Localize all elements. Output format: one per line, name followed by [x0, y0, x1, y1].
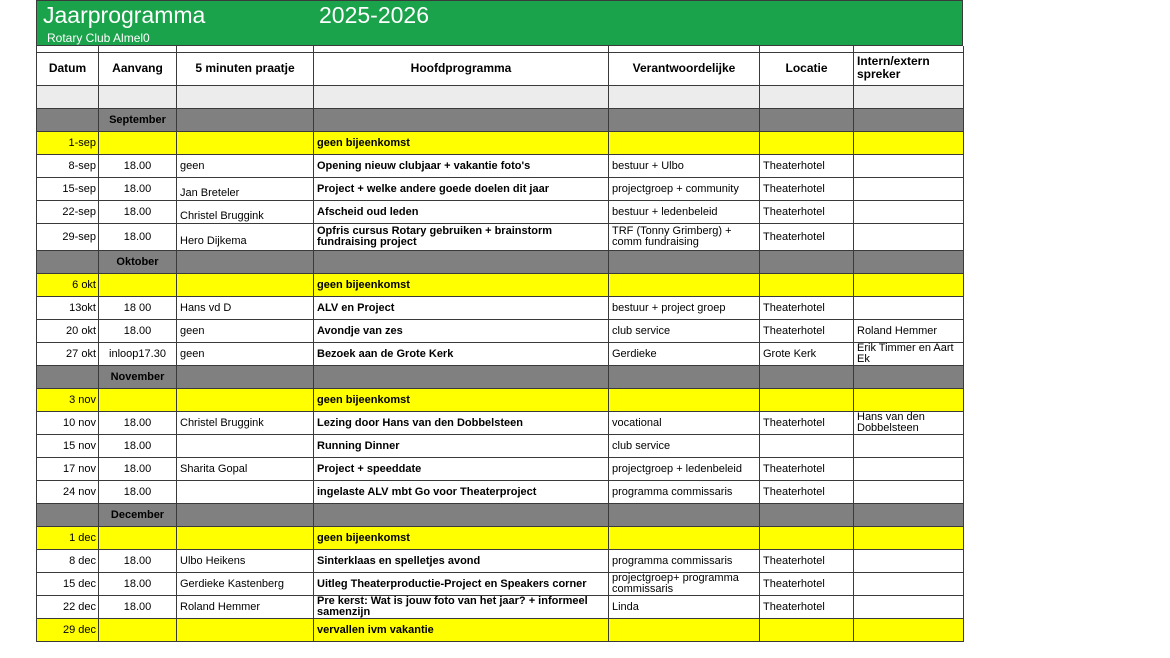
- cell-empty: [314, 504, 609, 527]
- cell-talk-text: Christel Bruggink: [180, 209, 264, 222]
- cell-empty: [854, 274, 964, 297]
- cell-main-program: Project + speeddate: [314, 458, 609, 481]
- table-row: [37, 178, 964, 201]
- cell-responsible: programma commissaris: [609, 550, 760, 573]
- cell-empty: [99, 619, 177, 642]
- cell-speaker: [854, 435, 964, 458]
- cell-empty: [760, 366, 854, 389]
- cell-talk-text: Jan Breteler: [180, 186, 240, 199]
- cell-empty: [760, 109, 854, 132]
- cell-speaker: [854, 481, 964, 504]
- cell-empty: [37, 109, 99, 132]
- cell-speaker: Erik Timmer en Aart Ek: [854, 343, 964, 366]
- cell-empty: [760, 274, 854, 297]
- cell-empty: [854, 619, 964, 642]
- cell-location: Theaterhotel: [760, 481, 854, 504]
- cell-date: 13okt: [37, 297, 99, 320]
- cell-start-time: 18 00: [99, 297, 177, 320]
- month-label: December: [99, 504, 177, 527]
- cell-start-time: 18.00: [99, 550, 177, 573]
- cell-location: Theaterhotel: [760, 201, 854, 224]
- cell-speaker: [854, 550, 964, 573]
- cell-empty: [99, 132, 177, 155]
- table-row: [37, 435, 964, 458]
- cell-empty: [760, 132, 854, 155]
- cell-date: 10 nov: [37, 412, 99, 435]
- club-name: Rotary Club Almel0: [47, 31, 150, 45]
- table-row: [37, 224, 964, 251]
- cell-empty: [854, 109, 964, 132]
- cell-talk: Sharita Gopal: [177, 458, 314, 481]
- cell-speaker: Hans van den Dobbelsteen: [854, 412, 964, 435]
- cell-date: 29 dec: [37, 619, 99, 642]
- cell-date: 29-sep: [37, 224, 99, 251]
- cell-location: Theaterhotel: [760, 550, 854, 573]
- cell-location: Theaterhotel: [760, 320, 854, 343]
- table-row: [37, 297, 964, 320]
- cell-empty: [760, 251, 854, 274]
- cell-empty: [760, 504, 854, 527]
- cell-main-program: Project + welke andere goede doelen dit jaar: [314, 178, 609, 201]
- cell-date: 8-sep: [37, 155, 99, 178]
- cell-responsible: projectgroep + ledenbeleid: [609, 458, 760, 481]
- cell-empty: [760, 527, 854, 550]
- program-year: 2025-2026: [319, 2, 429, 28]
- column-header-row: [37, 53, 964, 86]
- cell-empty: [99, 274, 177, 297]
- cell-empty: [609, 132, 760, 155]
- cell-main-program: Uitleg Theaterproductie-Project en Speakers corner: [314, 573, 609, 596]
- col-locatie: Locatie: [760, 53, 854, 86]
- cell-empty: [854, 527, 964, 550]
- cell-talk: [177, 178, 314, 201]
- cell-empty: [609, 527, 760, 550]
- cell-main-program: Opfris cursus Rotary gebruiken + brainstorm fundraising project: [314, 224, 609, 251]
- cell-date: 22 dec: [37, 596, 99, 619]
- cell-main-program: Bezoek aan de Grote Kerk: [314, 343, 609, 366]
- cell-empty: [609, 389, 760, 412]
- cell-speaker: [854, 573, 964, 596]
- cell-empty: [177, 251, 314, 274]
- cell-location: Theaterhotel: [760, 155, 854, 178]
- cell-date: 17 nov: [37, 458, 99, 481]
- title-banner: [36, 0, 963, 46]
- cell-responsible: vocational: [609, 412, 760, 435]
- cell-main-program: geen bijeenkomst: [314, 274, 609, 297]
- cell-empty: [609, 504, 760, 527]
- col-spreker: Intern/extern spreker: [854, 53, 964, 86]
- cell-talk: Ulbo Heikens: [177, 550, 314, 573]
- table-row: [37, 458, 964, 481]
- cell-talk: Gerdieke Kastenberg: [177, 573, 314, 596]
- cell-start-time: 18.00: [99, 224, 177, 251]
- cell-empty: [99, 389, 177, 412]
- cell-responsible: programma commissaris: [609, 481, 760, 504]
- cell-talk: [177, 435, 314, 458]
- program-table: [36, 46, 964, 642]
- cell-start-time: 18.00: [99, 201, 177, 224]
- cell-talk: Christel Bruggink: [177, 412, 314, 435]
- cell-start-time: 18.00: [99, 458, 177, 481]
- cell-location: [760, 435, 854, 458]
- cell-responsible: projectgroep + community: [609, 178, 760, 201]
- cell-speaker: [854, 224, 964, 251]
- cell-speaker: [854, 155, 964, 178]
- table-row: [37, 596, 964, 619]
- cell-main-program: geen bijeenkomst: [314, 389, 609, 412]
- cell-empty: [37, 504, 99, 527]
- no-meeting-row: [37, 527, 964, 550]
- cell-empty: [314, 251, 609, 274]
- cell-empty: [760, 619, 854, 642]
- table-row: [37, 481, 964, 504]
- table-row: [37, 155, 964, 178]
- cell-speaker: [854, 297, 964, 320]
- cell-responsible: TRF (Tonny Grimberg) + comm fundraising: [609, 224, 760, 251]
- cell-main-program: Sinterklaas en spelletjes avond: [314, 550, 609, 573]
- cell-talk: geen: [177, 320, 314, 343]
- col-verantwoordelijke: Verantwoordelijke: [609, 53, 760, 86]
- cell-date: 15-sep: [37, 178, 99, 201]
- cell-main-program: Pre kerst: Wat is jouw foto van het jaar? + informeel samenzijn: [314, 596, 609, 619]
- cell-main-program: Opening nieuw clubjaar + vakantie foto's: [314, 155, 609, 178]
- cell-responsible: club service: [609, 320, 760, 343]
- cell-location: Grote Kerk: [760, 343, 854, 366]
- cell-speaker: [854, 458, 964, 481]
- cell-empty: [314, 366, 609, 389]
- cell-location: Theaterhotel: [760, 297, 854, 320]
- cell-main-program: Lezing door Hans van den Dobbelsteen: [314, 412, 609, 435]
- cell-speaker: [854, 596, 964, 619]
- cell-responsible: projectgroep+ programma commissaris: [609, 573, 760, 596]
- table-row: [37, 412, 964, 435]
- cell-location: Theaterhotel: [760, 224, 854, 251]
- cell-empty: [760, 389, 854, 412]
- cell-empty: [854, 132, 964, 155]
- cell-empty: [854, 251, 964, 274]
- no-meeting-row: [37, 274, 964, 297]
- cell-responsible: bestuur + project groep: [609, 297, 760, 320]
- cell-responsible: Gerdieke: [609, 343, 760, 366]
- month-header-row: [37, 504, 964, 527]
- month-label: November: [99, 366, 177, 389]
- cell-start-time: 18.00: [99, 178, 177, 201]
- cell-empty: [177, 132, 314, 155]
- cell-responsible: bestuur + ledenbeleid: [609, 201, 760, 224]
- cell-main-program: geen bijeenkomst: [314, 527, 609, 550]
- cell-responsible: club service: [609, 435, 760, 458]
- empty-row: [37, 86, 964, 109]
- cell-location: Theaterhotel: [760, 178, 854, 201]
- table-row: [37, 320, 964, 343]
- cell-empty: [854, 504, 964, 527]
- cell-location: Theaterhotel: [760, 596, 854, 619]
- cell-date: 1-sep: [37, 132, 99, 155]
- table-row: [37, 550, 964, 573]
- cell-empty: [177, 109, 314, 132]
- cell-location: Theaterhotel: [760, 458, 854, 481]
- month-label: Oktober: [99, 251, 177, 274]
- cell-empty: [854, 389, 964, 412]
- cell-talk: geen: [177, 343, 314, 366]
- cell-main-program: Afscheid oud leden: [314, 201, 609, 224]
- cell-empty: [177, 366, 314, 389]
- cell-main-program: ALV en Project: [314, 297, 609, 320]
- cell-empty: [177, 527, 314, 550]
- cell-date: 8 dec: [37, 550, 99, 573]
- cell-speaker: [854, 201, 964, 224]
- cell-date: 15 dec: [37, 573, 99, 596]
- cell-talk-text: Hero Dijkema: [180, 234, 247, 247]
- month-header-row: [37, 109, 964, 132]
- cell-empty: [99, 527, 177, 550]
- cell-start-time: 18.00: [99, 481, 177, 504]
- table-row: [37, 343, 964, 366]
- spreadsheet: [36, 0, 963, 642]
- no-meeting-row: [37, 389, 964, 412]
- cell-date: 20 okt: [37, 320, 99, 343]
- cell-empty: [609, 274, 760, 297]
- cell-location: Theaterhotel: [760, 573, 854, 596]
- cell-talk: geen: [177, 155, 314, 178]
- cell-start-time: 18.00: [99, 573, 177, 596]
- col-hoofdprogramma: Hoofdprogramma: [314, 53, 609, 86]
- month-label: September: [99, 109, 177, 132]
- month-header-row: [37, 251, 964, 274]
- cell-empty: [609, 251, 760, 274]
- cell-speaker: Roland Hemmer: [854, 320, 964, 343]
- cell-date: 22-sep: [37, 201, 99, 224]
- table-row: [37, 201, 964, 224]
- no-meeting-row: [37, 619, 964, 642]
- col-datum: Datum: [37, 53, 99, 86]
- cell-talk: [177, 224, 314, 251]
- cell-talk: [177, 201, 314, 224]
- cell-main-program: geen bijeenkomst: [314, 132, 609, 155]
- cell-empty: [177, 389, 314, 412]
- col-aanvang: Aanvang: [99, 53, 177, 86]
- cell-date: 6 okt: [37, 274, 99, 297]
- cell-responsible: bestuur + Ulbo: [609, 155, 760, 178]
- cell-date: 27 okt: [37, 343, 99, 366]
- cell-main-program: Avondje van zes: [314, 320, 609, 343]
- cell-location: Theaterhotel: [760, 412, 854, 435]
- cell-start-time: 18.00: [99, 596, 177, 619]
- cell-main-program: vervallen ivm vakantie: [314, 619, 609, 642]
- cell-main-program: Running Dinner: [314, 435, 609, 458]
- col-praatje: 5 minuten praatje: [177, 53, 314, 86]
- no-meeting-row: [37, 132, 964, 155]
- cell-empty: [314, 109, 609, 132]
- cell-speaker: [854, 178, 964, 201]
- cell-start-time: 18.00: [99, 435, 177, 458]
- cell-empty: [609, 619, 760, 642]
- cell-empty: [37, 366, 99, 389]
- cell-empty: [37, 251, 99, 274]
- cell-responsible: Linda: [609, 596, 760, 619]
- cell-date: 1 dec: [37, 527, 99, 550]
- cell-date: 15 nov: [37, 435, 99, 458]
- program-title: Jaarprogramma: [43, 2, 206, 28]
- cell-talk: Hans vd D: [177, 297, 314, 320]
- cell-main-program: ingelaste ALV mbt Go voor Theaterproject: [314, 481, 609, 504]
- table-row: [37, 573, 964, 596]
- cell-empty: [609, 366, 760, 389]
- cell-date: 24 nov: [37, 481, 99, 504]
- cell-start-time: inloop17.30: [99, 343, 177, 366]
- cell-empty: [177, 274, 314, 297]
- cell-date: 3 nov: [37, 389, 99, 412]
- cell-talk: [177, 481, 314, 504]
- cell-start-time: 18.00: [99, 320, 177, 343]
- cell-start-time: 18.00: [99, 412, 177, 435]
- cell-empty: [609, 109, 760, 132]
- cell-empty: [177, 504, 314, 527]
- cell-empty: [177, 619, 314, 642]
- cell-talk: Roland Hemmer: [177, 596, 314, 619]
- cell-start-time: 18.00: [99, 155, 177, 178]
- month-header-row: [37, 366, 964, 389]
- cell-empty: [854, 366, 964, 389]
